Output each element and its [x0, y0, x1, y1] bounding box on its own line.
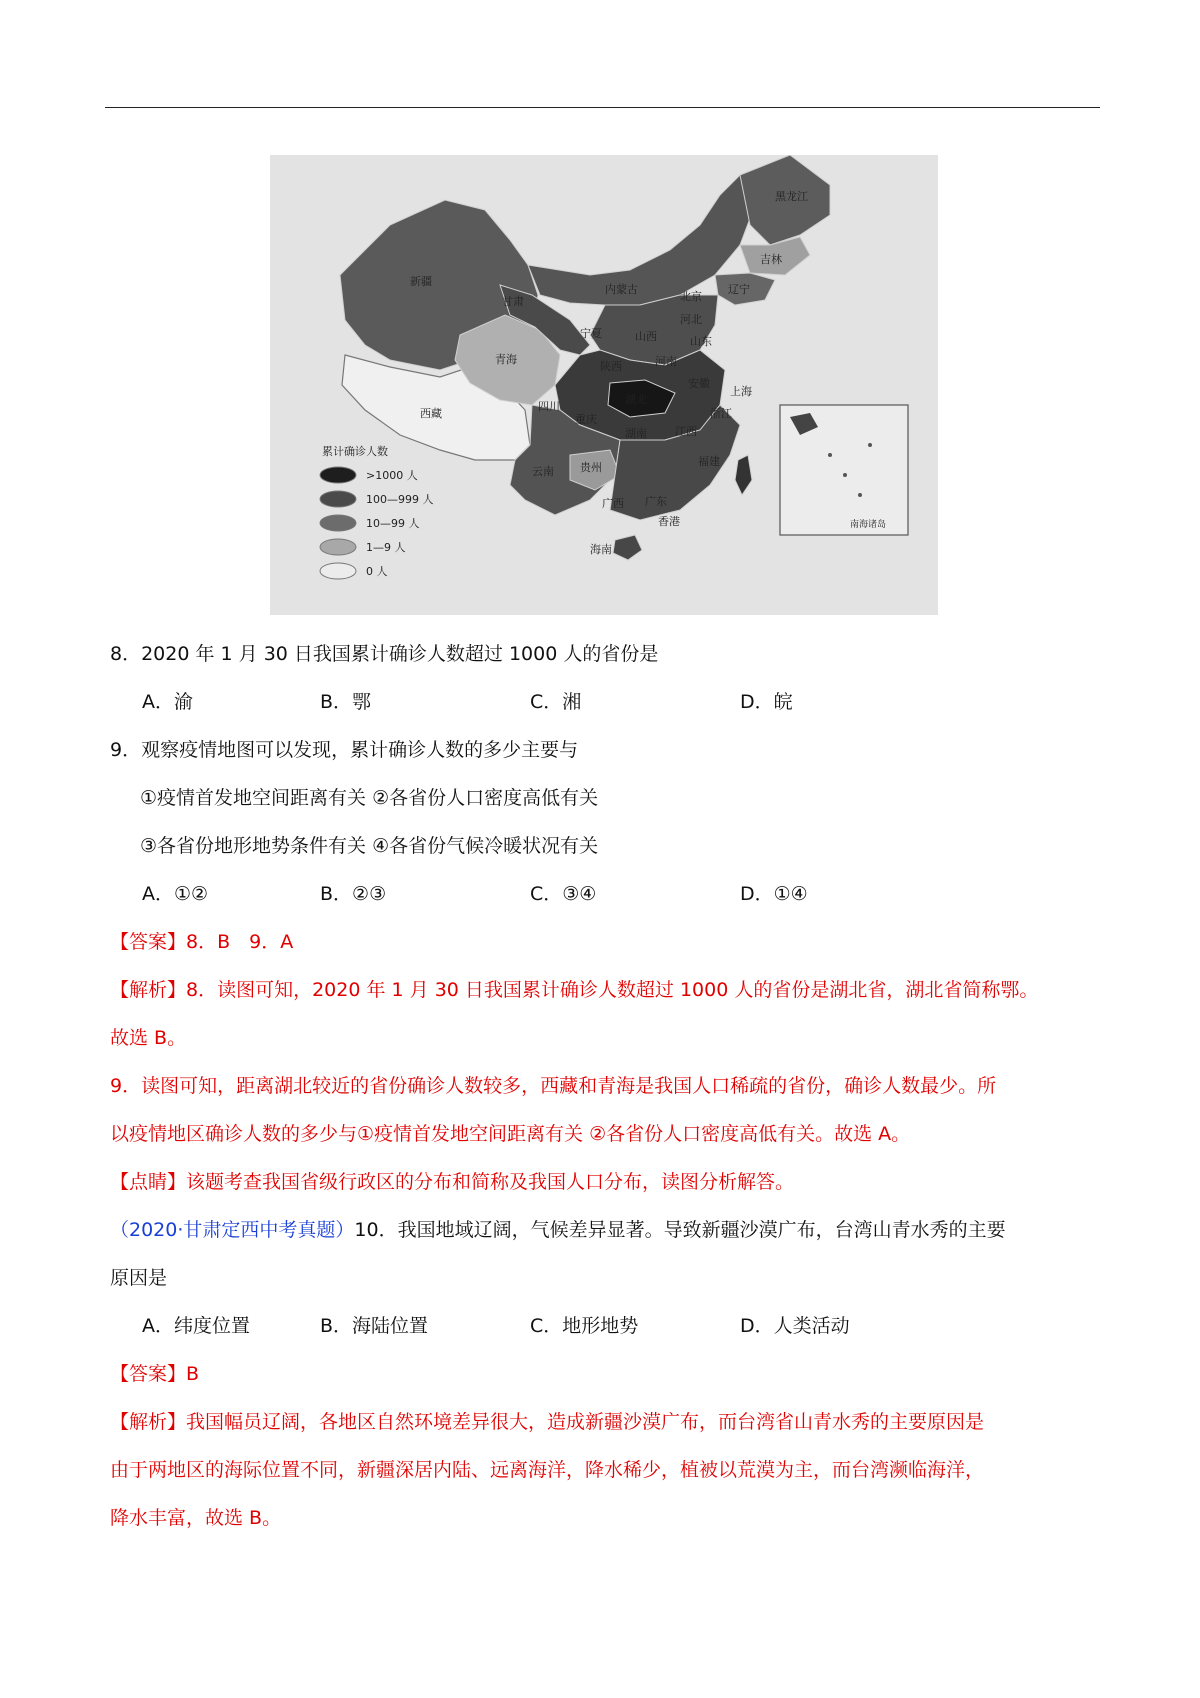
legend-label-0: >1000 人	[366, 469, 418, 482]
legend-swatch-3	[320, 539, 356, 555]
label-xinjiang: 新疆	[410, 275, 432, 288]
q10-option-b: B．海陆位置	[320, 1315, 429, 1337]
q9-option-a: A．①②	[142, 883, 209, 905]
question-9-stem: 9．观察疫情地图可以发现，累计确诊人数的多少主要与	[110, 739, 579, 761]
label-shandong: 山东	[690, 335, 712, 348]
label-nanhai: 南海诸岛	[850, 520, 887, 530]
q9-option-b: B．②③	[320, 883, 387, 905]
q9-statement-line-1: ①疫情首发地空间距离有关 ②各省份人口密度高低有关	[140, 787, 599, 809]
label-jiangxi: 江西	[675, 425, 697, 438]
label-guangdong: 广东	[645, 495, 667, 508]
q8-option-a: A．渝	[142, 691, 193, 713]
label-anhui: 安徽	[688, 377, 710, 390]
legend-label-4: 0 人	[366, 565, 388, 578]
analysis-8-line-2: 故选 B。	[110, 1027, 187, 1049]
label-neimenggu: 内蒙古	[605, 283, 638, 296]
label-guangxi: 广西	[602, 497, 624, 510]
label-guizhou: 贵州	[580, 461, 602, 474]
q10-option-c: C．地形地势	[530, 1315, 639, 1337]
label-hainan: 海南	[590, 543, 612, 556]
label-heilongjiang: 黑龙江	[775, 190, 808, 203]
q8-option-b: B．鄂	[320, 691, 372, 713]
question-8-stem: 8．2020 年 1 月 30 日我国累计确诊人数超过 1000 人的省份是	[110, 643, 659, 665]
legend-swatch-1	[320, 491, 356, 507]
q10-stem-1: 10．我国地域辽阔，气候差异显著。导致新疆沙漠广布，台湾山青水秀的主要	[354, 1219, 1006, 1241]
analysis-8-line-1: 【解析】8．读图可知，2020 年 1 月 30 日我国累计确诊人数超过 1000 人的省份是湖北省，湖北省简称鄂。	[110, 979, 1039, 1001]
label-jilin: 吉林	[760, 253, 782, 266]
label-gansu: 甘肃	[502, 295, 524, 308]
label-fujian: 福建	[698, 455, 720, 468]
label-xianggang: 香港	[658, 515, 680, 528]
question-10-line-1	[110, 1218, 1006, 1242]
legend-title: 累计确诊人数	[322, 445, 388, 458]
epidemic-map-figure	[270, 155, 938, 615]
label-liaoning: 辽宁	[728, 283, 750, 296]
label-shanghai: 上海	[730, 385, 752, 398]
q8-option-c: C．湘	[530, 691, 582, 713]
legend-swatch-4	[320, 563, 356, 579]
legend-swatch-2	[320, 515, 356, 531]
label-yunnan: 云南	[532, 465, 554, 478]
label-shaanxi: 陕西	[600, 360, 622, 373]
label-chongqing: 重庆	[575, 413, 597, 426]
legend-label-3: 1—9 人	[366, 541, 406, 554]
q10-option-a: A．纬度位置	[142, 1315, 250, 1337]
label-qinghai: 青海	[495, 353, 517, 366]
legend-label-2: 10—99 人	[366, 517, 420, 530]
analysis-10-line-1: 【解析】我国幅员辽阔，各地区自然环境差异很大，造成新疆沙漠广布，而台湾省山青水秀的主要原因是	[110, 1411, 985, 1433]
label-sichuan: 四川	[538, 400, 560, 413]
q9-option-c: C．③④	[530, 883, 597, 905]
analysis-9-line-2: 以疫情地区确诊人数的多少与①疫情首发地空间距离有关 ②各省份人口密度高低有关。故选 A。	[110, 1123, 911, 1145]
analysis-10-line-2: 由于两地区的海际位置不同，新疆深居内陆、远离海洋，降水稀少，植被以荒漠为主，而台湾濒临海洋，	[110, 1459, 985, 1481]
analysis-9-line-1: 9．读图可知，距离湖北较近的省份确诊人数较多，西藏和青海是我国人口稀疏的省份，确诊人数最少。所	[110, 1075, 997, 1097]
label-henan: 河南	[655, 355, 677, 368]
q9-option-d: D．①④	[740, 883, 808, 905]
label-xizang: 西藏	[420, 407, 442, 420]
answer-10: 【答案】B	[110, 1363, 200, 1385]
dianjing-note: 【点睛】该题考查我国省级行政区的分布和简称及我国人口分布，读图分析解答。	[110, 1171, 795, 1193]
legend-swatch-0	[320, 467, 356, 483]
answer-8-9: 【答案】8．B 9．A	[110, 931, 294, 953]
q10-source: （2020·甘肃定西中考真题）	[110, 1219, 355, 1241]
label-hubei: 湖北	[625, 393, 647, 406]
analysis-10-line-3: 降水丰富，故选 B。	[110, 1507, 282, 1529]
header-rule	[105, 107, 1100, 108]
q10-option-d: D．人类活动	[740, 1315, 850, 1337]
q8-option-d: D．皖	[740, 691, 793, 713]
legend-label-1: 100—999 人	[366, 493, 434, 506]
label-hunan: 湖南	[625, 427, 647, 440]
q9-statement-line-2: ③各省份地形地势条件有关 ④各省份气候冷暖状况有关	[140, 835, 599, 857]
question-10-line-2: 原因是	[110, 1267, 168, 1289]
label-shanxi: 山西	[635, 330, 657, 343]
label-zhejiang: 浙江	[710, 407, 732, 420]
label-hebei: 河北	[680, 313, 702, 326]
label-ningxia: 宁夏	[580, 327, 602, 340]
label-beijing: 北京	[680, 290, 702, 303]
